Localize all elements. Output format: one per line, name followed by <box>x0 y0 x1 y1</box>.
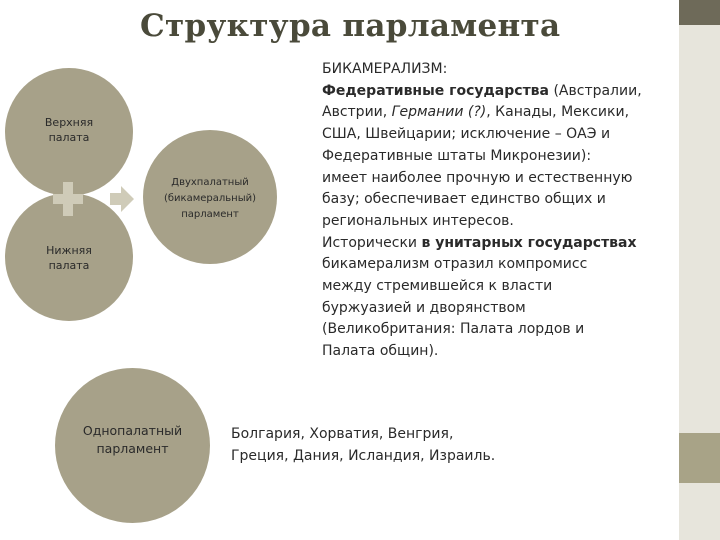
sidebar-bar-dark <box>679 0 720 25</box>
sidebar-bar-accent <box>679 433 720 483</box>
unicameral-label-line2: парламент <box>96 440 169 456</box>
bicameral-label-line1: Двухпалатный <box>171 177 249 188</box>
federal-states-emphasis: Федеративные государства <box>322 82 549 99</box>
bicameralism-line: Федеративные штаты Микронезии): <box>322 147 592 164</box>
unitary-states-emphasis: в унитарных государствах <box>421 234 637 251</box>
unicameralism-line: Греция, Дания, Исландия, Израиль. <box>231 447 496 464</box>
bicameralism-line: буржуазией и дворянством <box>322 299 526 316</box>
bicameralism-line: (Великобритания: Палата лордов и <box>322 321 585 338</box>
bicameralism-line: Палата общин). <box>322 343 439 360</box>
bicameralism-line: Австрии, Германии (?), Канады, Мексики, <box>322 104 630 121</box>
bicameralism-line: базу; обеспечивает единство общих и <box>322 191 606 208</box>
sidebar-bar-light-bottom <box>679 483 720 540</box>
unicameralism-text <box>231 424 561 467</box>
plus-icon <box>53 182 83 216</box>
upper-house-label-line1: Верхняя <box>44 116 94 129</box>
bicameralism-line: между стремившейся к власти <box>322 278 553 295</box>
bicameralism-line: БИКАМЕРАЛИЗМ: <box>322 61 448 77</box>
bicameral-label-line3: парламент <box>181 209 239 220</box>
bicameral-label-line2: (бикамеральный) <box>163 193 257 204</box>
bicameralism-text <box>322 59 652 363</box>
unicameralism-line: Болгария, Хорватия, Венгрия, <box>231 426 454 442</box>
sidebar-bar-light <box>679 25 720 433</box>
bicameralism-line: бикамерализм отразил компромисс <box>322 256 588 273</box>
page-title: Структура парламента <box>140 8 561 44</box>
upper-house-label-line2: палата <box>48 131 90 144</box>
bicameralism-line: региональных интересов. <box>322 212 514 229</box>
bicameral-parliament-circle <box>143 130 277 264</box>
bicameralism-line: Федеративные государства (Австралии, <box>322 82 642 99</box>
lower-house-label-line2: палата <box>48 259 90 272</box>
arrow-right-icon <box>110 186 134 212</box>
bicameralism-line: имеет наиболее прочную и естественную <box>322 169 633 186</box>
lower-house-label-line1: Нижняя <box>46 244 92 257</box>
bicameralism-line: США, Швейцарии; исключение – ОАЭ и <box>322 126 611 143</box>
unicameral-parliament-circle <box>55 368 210 523</box>
unicameral-label-line1: Однопалатный <box>82 422 183 438</box>
upper-house-circle <box>5 68 133 196</box>
bicameralism-line: Исторически в унитарных государствах <box>322 234 637 251</box>
germany-emphasis: Германии (?) <box>391 104 487 121</box>
